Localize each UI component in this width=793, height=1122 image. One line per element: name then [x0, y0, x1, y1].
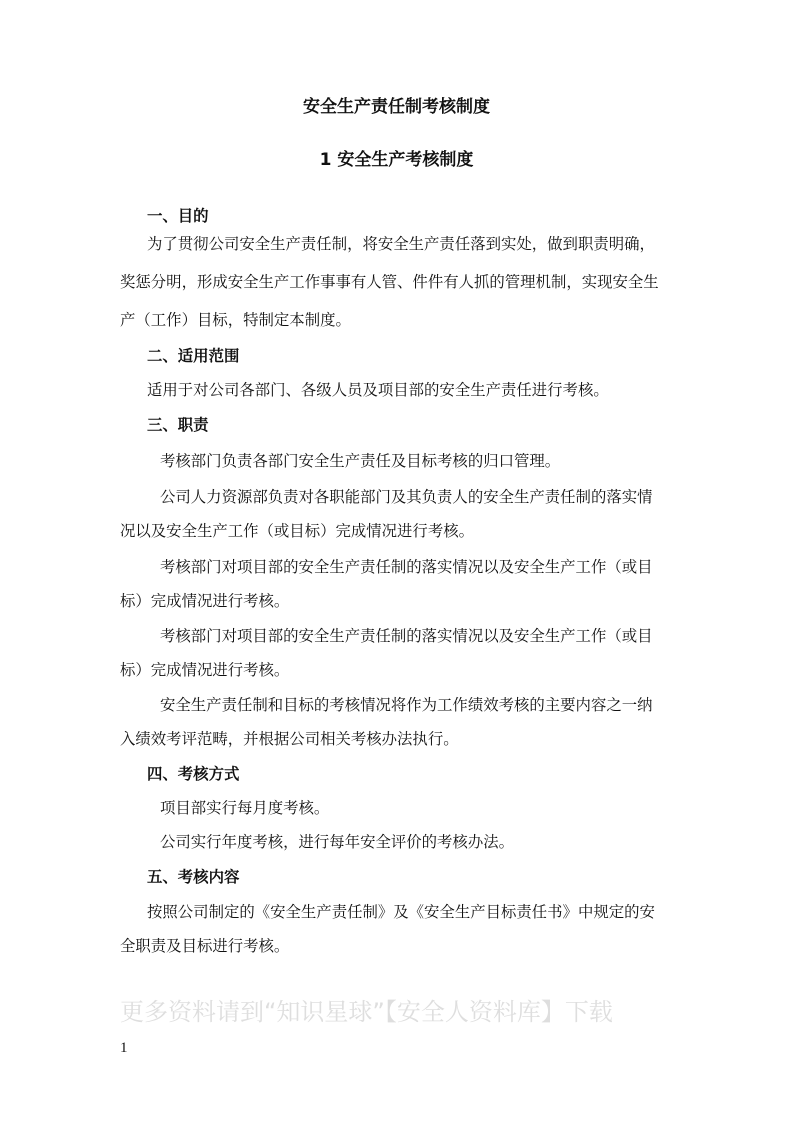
watermark-text: 更多资料请到“知识星球”【安全人资料库】下载: [120, 998, 613, 1026]
paragraph-line: 全职责及目标进行考核。: [120, 937, 290, 955]
paragraph-line: 考核部门负责各部门安全生产责任及目标考核的归口管理。: [160, 452, 561, 470]
paragraph-line: 公司实行年度考核，进行每年安全评价的考核办法。: [160, 833, 514, 851]
section-heading: 四、考核方式: [147, 765, 240, 783]
paragraph-line: 项目部实行每月度考核。: [160, 799, 330, 817]
paragraph-line: 标）完成情况进行考核。: [120, 592, 290, 610]
paragraph-line: 考核部门对项目部的安全生产责任制的落实情况以及安全生产工作（或目: [160, 627, 653, 645]
paragraph-line: 为了贯彻公司安全生产责任制，将安全生产责任落到实处，做到职责明确，: [147, 235, 655, 253]
paragraph-line: 按照公司制定的《安全生产责任制》及《安全生产目标责任书》中规定的安: [147, 903, 655, 921]
paragraph-line: 况以及安全生产工作（或目标）完成情况进行考核。: [120, 522, 474, 540]
paragraph-line: 入绩效考评范畴，并根据公司相关考核办法执行。: [120, 730, 459, 748]
paragraph-line: 安全生产责任制和目标的考核情况将作为工作绩效考核的主要内容之一纳: [160, 696, 653, 714]
paragraph-line: 适用于对公司各部门、各级人员及项目部的安全生产责任进行考核。: [147, 381, 609, 399]
document-subtitle: 1 安全生产考核制度: [319, 150, 474, 170]
paragraph-line: 标）完成情况进行考核。: [120, 661, 290, 679]
paragraph-line: 考核部门对项目部的安全生产责任制的落实情况以及安全生产工作（或目: [160, 558, 653, 576]
document-title: 安全生产责任制考核制度: [303, 97, 490, 117]
paragraph-line: 奖惩分明，形成安全生产工作事事有人管、件件有人抓的管理机制，实现安全生: [120, 273, 659, 291]
section-heading: 三、职责: [147, 416, 209, 434]
section-heading: 二、适用范围: [147, 347, 240, 365]
page-number: 1: [120, 1040, 128, 1056]
paragraph-line: 公司人力资源部负责对各职能部门及其负责人的安全生产责任制的落实情: [160, 488, 653, 506]
section-heading: 五、考核内容: [147, 868, 240, 886]
section-heading: 一、目的: [147, 207, 209, 225]
paragraph-line: 产（工作）目标，特制定本制度。: [120, 311, 351, 329]
